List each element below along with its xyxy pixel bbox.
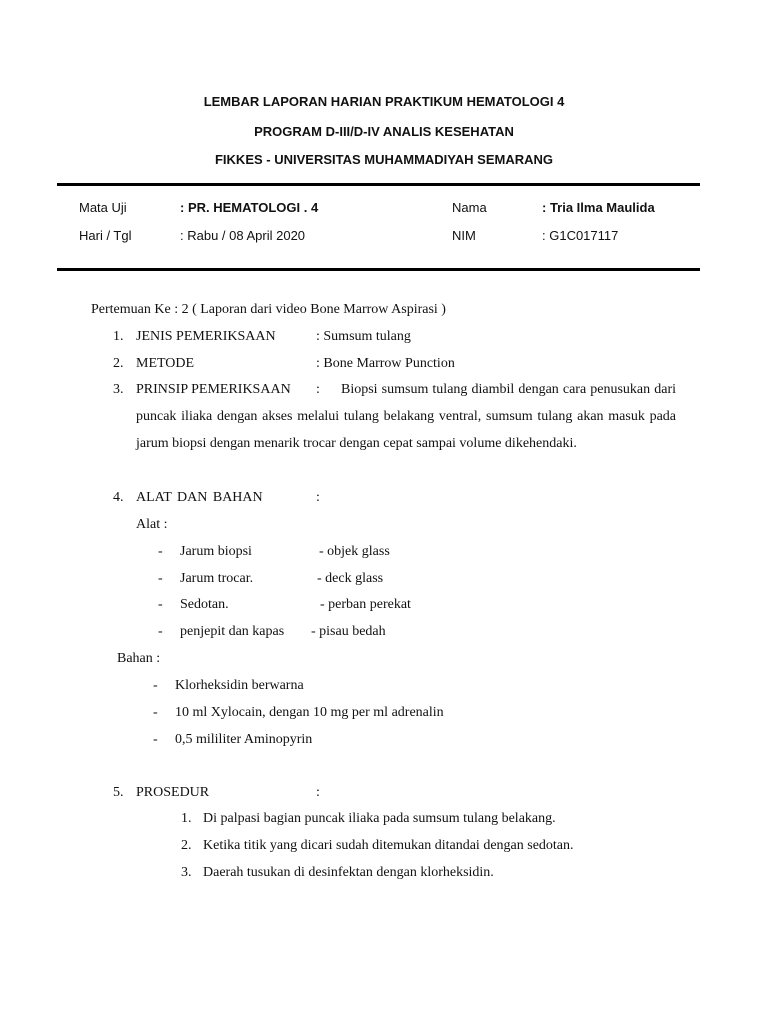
bahan-item: Klorheksidin berwarna: [175, 678, 304, 693]
list-bullet: -: [158, 597, 163, 612]
prosedur-step-number: 2.: [181, 838, 192, 853]
list-bullet: -: [158, 624, 163, 639]
section-number: 4.: [113, 490, 124, 505]
hari-tgl-value: : Rabu / 08 April 2020: [180, 228, 306, 243]
alat-item: Jarum trocar.: [180, 571, 254, 586]
header-title-line3: FIKKES - UNIVERSITAS MUHAMMADIYAH SEMARANG: [214, 152, 553, 167]
section-number: 5.: [113, 785, 124, 800]
alat-item: - objek glass: [319, 544, 390, 559]
list-bullet: -: [158, 571, 163, 586]
pertemuan-line: Pertemuan Ke : 2 ( Laporan dari video Bone Marrow Aspirasi ): [91, 302, 446, 317]
prosedur-step-number: 3.: [181, 865, 192, 880]
nama-value: : Tria Ilma Maulida: [542, 200, 655, 215]
section-label-metode: METODE: [136, 356, 195, 371]
bahan-item: 0,5 mililiter Aminopyrin: [175, 732, 313, 747]
list-bullet: -: [158, 544, 163, 559]
alat-item: - pisau bedah: [311, 624, 386, 639]
alat-item: - perban perekat: [320, 597, 411, 612]
prosedur-step: Ketika titik yang dicari sudah ditemukan ditandai dengan sedotan.: [203, 838, 574, 853]
bottom-divider: [57, 268, 700, 271]
alat-item: Sedotan.: [180, 597, 229, 612]
prosedur-step: Daerah tusukan di desinfektan dengan klorheksidin.: [203, 865, 494, 880]
header-title-line1: LEMBAR LAPORAN HARIAN PRAKTIKUM HEMATOLOGI 4: [203, 94, 565, 109]
bahan-item: 10 ml Xylocain, dengan 10 mg per ml adrenalin: [175, 705, 444, 720]
list-bullet: -: [153, 732, 158, 747]
list-bullet: -: [153, 678, 158, 693]
top-divider: [57, 183, 700, 186]
nim-value: : G1C017117: [542, 228, 619, 243]
nama-label: Nama: [452, 200, 487, 215]
section-label-prinsip-pemeriksaan: PRINSIP PEMERIKSAAN: [136, 382, 291, 397]
section-colon: :: [316, 490, 320, 505]
section-value-metode: : Bone Marrow Punction: [316, 356, 455, 371]
nim-label: NIM: [452, 228, 476, 243]
alat-item: penjepit dan kapas: [180, 624, 285, 639]
section-number: 1.: [113, 329, 124, 344]
prosedur-step-number: 1.: [181, 811, 192, 826]
section-number: 3.: [113, 382, 124, 397]
section-colon: :: [316, 785, 320, 800]
mata-uji-value: : PR. HEMATOLOGI . 4: [180, 200, 319, 215]
section-label-prosedur: PROSEDUR: [136, 785, 210, 800]
alat-label: Alat :: [136, 517, 168, 532]
section-label-alat-dan-bahan: ALAT DAN BAHAN: [136, 490, 263, 505]
prosedur-step: Di palpasi bagian puncak iliaka pada sumsum tulang belakang.: [203, 811, 556, 826]
alat-item: - deck glass: [317, 571, 384, 586]
section-number: 2.: [113, 356, 124, 371]
section-label-jenis-pemeriksaan: JENIS PEMERIKSAAN: [136, 329, 276, 344]
section-colon: :: [316, 382, 320, 397]
mata-uji-label: Mata Uji: [79, 200, 127, 215]
prinsip-description: Biopsi sumsum tulang diambil dengan cara penusukan dari puncak iliaka dengan akses melalui tulang belakang ventral, sumsum tulang akan masuk pada jarum biopsi dengan menarik trocar dengan cepat sampai volume dikehendaki.: [136, 382, 676, 451]
section-value-jenis-pemeriksaan: : Sumsum tulang: [316, 329, 411, 344]
alat-item: Jarum biopsi: [180, 544, 252, 559]
header-title-line2: PROGRAM D-III/D-IV ANALIS KESEHATAN: [254, 124, 514, 139]
bahan-label: Bahan :: [117, 651, 161, 666]
hari-tgl-label: Hari / Tgl: [79, 228, 132, 243]
list-bullet: -: [153, 705, 158, 720]
